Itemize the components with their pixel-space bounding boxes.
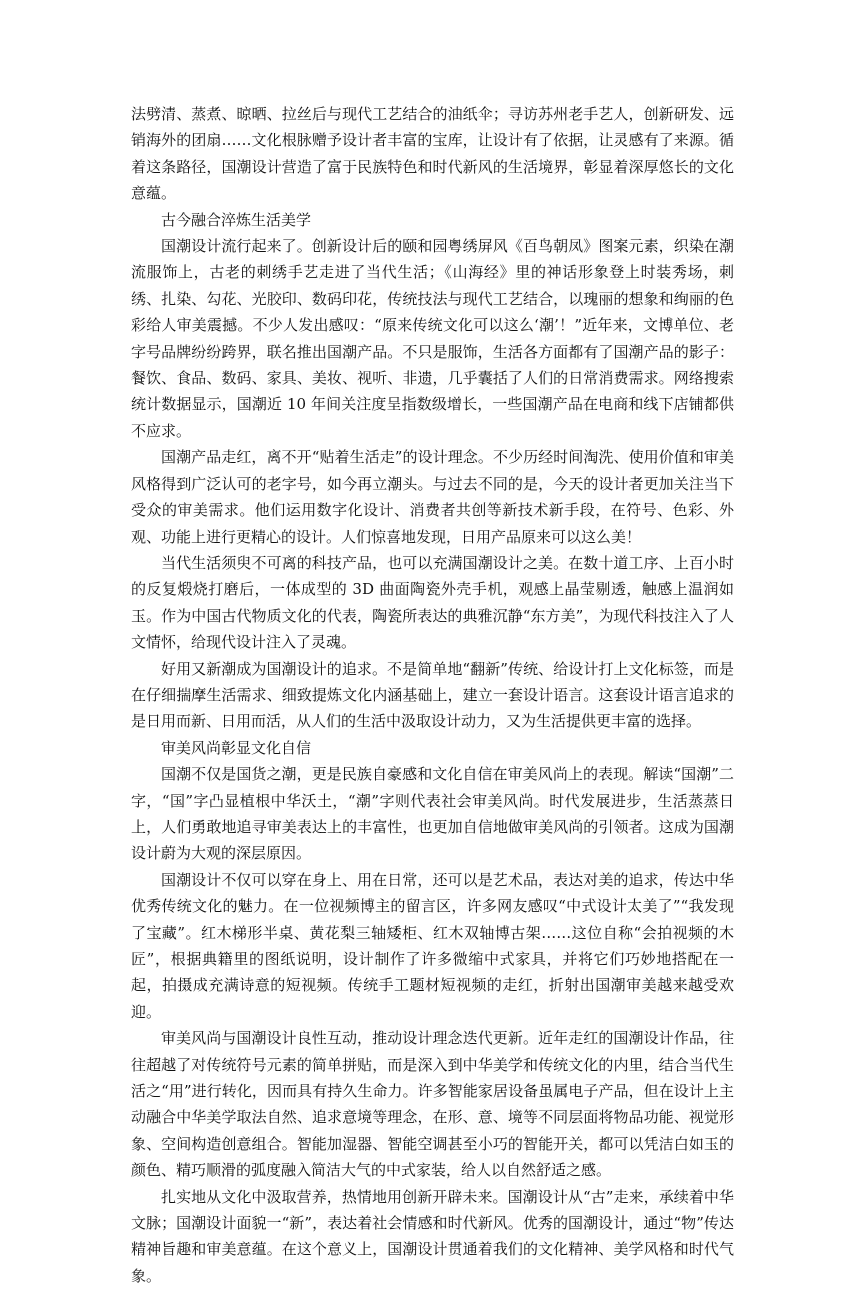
section-heading-confidence: 审美风尚彰显文化自信 [161, 738, 312, 757]
paragraph: 扎实地从文化中汲取营养，热情地用创新开辟未来。国潮设计从“古”走来，承续着中华文脉；国潮设计面貌一“新”，表达着社会情感和时代新风。优秀的国潮设计，通过“物”传达精神旨趣和审美意蕴。在这个意义上，国潮设计贯通着我们的文化精神、美学风格和时代气象。 [131, 1187, 734, 1285]
paragraph: 好用又新潮成为国潮设计的追求。不是简单地“翻新”传统、给设计打上文化标签，而是在仔细揣摩生活需求、细致提炼文化内涵基础上，建立一套设计语言。这套设计语言追求的是日用而新、日用而活，从人们的生活中汲取设计动力，又为生活提供更丰富的选择。 [131, 659, 734, 731]
paragraph: 审美风尚与国潮设计良性互动，推动设计理念迭代更新。近年走红的国潮设计作品，往往超越了对传统符号元素的简单拼贴，而是深入到中华美学和传统文化的内里，结合当代生活之“用”进行转化，因而具有持久生命力。许多智能家居设备虽属电子产品，但在设计上主动融合中华美学取法自然、追求意境等理念，在形、意、境等不同层面将物品功能、视觉形象、空间构造创意组合。智能加湿器、智能空调甚至小巧的智能开关，都可以凭洁白如玉的颜色、精巧顺滑的弧度融入简洁大气的中式家装，给人以自然舒适之感。 [131, 1029, 734, 1180]
article-body [131, 101, 734, 1289]
paragraph: 国潮不仅是国货之潮，更是民族自豪感和文化自信在审美风尚上的表现。解读“国潮”二字，“国”字凸显植根中华沃土，“潮”字则代表社会审美风尚。时代发展进步，生活蒸蒸日上，人们勇敢地追寻审美表达上的丰富性，也更加自信地做审美风尚的引领者。这成为国潮设计蔚为大观的深层原因。 [131, 765, 734, 863]
paragraph: 国潮设计流行起来了。创新设计后的颐和园粤绣屏风《百鸟朝凤》图案元素，织染在潮流服饰上，古老的刺绣手艺走进了当代生活；《山海经》里的神话形象登上时装秀场，刺绣、扎染、勾花、光胶印、数码印花，传统技法与现代工艺结合，以瑰丽的想象和绚丽的色彩给人审美震撼。不少人发出感叹：“原来传统文化可以这么‘潮’！”近年来，文博单位、老字号品牌纷纷跨界，联名推出国潮产品。不只是服饰，生活各方面都有了国潮产品的影子：餐饮、食品、数码、家具、美妆、视听、非遗，几乎囊括了人们的日常消费需求。网络搜索统计数据显示，国潮近 10 年间关注度呈指数级增长，一些国潮产品在电商和线下店铺都供不应求。 [131, 237, 734, 440]
paragraph: 国潮产品走红，离不开“贴着生活走”的设计理念。不少历经时间淘洗、使用价值和审美风格得到广泛认可的老字号，如今再立潮头。与过去不同的是，今天的设计者更加关注当下受众的审美需求。他们运用数字化设计、消费者共创等新技术新手段，在符号、色彩、外观、功能上进行更精心的设计。人们惊喜地发现，日用产品原来可以这么美！ [131, 448, 734, 546]
section-heading-fusion: 古今融合淬炼生活美学 [161, 210, 312, 229]
paragraph: 当代生活须臾不可离的科技产品，也可以充满国潮设计之美。在数十道工序、上百小时的反复煅烧打磨后，一体成型的 3D 曲面陶瓷外壳手机，观感上晶莹剔透，触感上温润如玉。作为中国古代物质文化的代表，陶瓷所表达的典雅沉静“东方美”，为现代科技注入了人文情怀，给现代设计注入了灵魂。 [131, 553, 734, 652]
paragraph-continuation: 法劈清、蒸煮、晾晒、拉丝后与现代工艺结合的油纸伞；寻访苏州老手艺人，创新研发、远销海外的团扇……文化根脉赠予设计者丰富的宝库，让设计有了依据，让灵感有了来源。循着这条路径，国潮设计营造了富于民族特色和时代新风的生活境界，彰显着深厚悠长的文化意蕴。 [131, 105, 734, 203]
paragraph: 国潮设计不仅可以穿在身上、用在日常，还可以是艺术品，表达对美的追求，传达中华优秀传统文化的魅力。在一位视频博主的留言区，许多网友感叹“中式设计太美了”“我发现了宝藏”。红木梯形半桌、黄花梨三轴矮柜、红木双轴博古架……这位自称“会拍视频的木匠”，根据典籍里的图纸说明，设计制作了许多微缩中式家具，并将它们巧妙地搭配在一起，拍摄成充满诗意的短视频。传统手工题材短视频的走红，折射出国潮审美越来越受欢迎。 [131, 870, 734, 1021]
